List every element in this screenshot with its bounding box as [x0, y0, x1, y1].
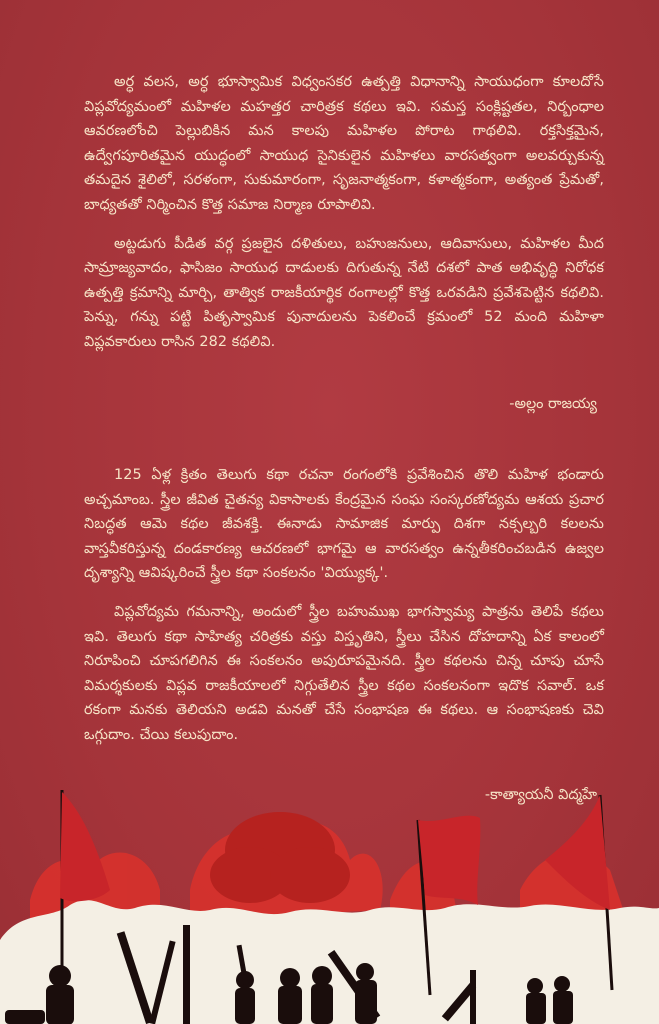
blurb-section-1 [84, 70, 604, 369]
blurb-paragraph: 125 ఏళ్ల క్రితం తెలుగు కథా రచనా రంగంలోకి ప్రవేశించిన తొలి మహిళ భండారు అచ్చమాంబ. స్త్రీల జీవిత చైతన్య వికాసాలకు కేంద్రమైన సంఘ సంస్కరణోద్యమ ఆశయ ప్రచార నిబద్ధత ఆమె కథల జీవశక్తి. ఈనాడు సామాజిక మార్పు దిశగా నక్సల్బరి కలలను వాస్తవీకరిస్తున్న దండకారణ్య ఆచరణలో భాగమై ఆ వారసత్వం ఉన్నతీకరించబడిన ఉజ్వల దృశ్యాన్ని ఆవిష్కరించే స్త్రీల కథా సంకలనం 'వియ్యుక్క'. [84, 467, 604, 582]
signature-author-1: -అల్లం రాజయ్య [509, 396, 597, 412]
blurb-paragraph: అట్టడుగు పీడిత వర్గ ప్రజలైన దళితులు, బహుజనులు, ఆదివాసులు, మహిళల మీద సామ్రాజ్యవాదం, ఫాసిజం సాయుధ దాడులకు దిగుతున్న నేటి దశలో పాత అభివృద్ధి నిరోధక ఉత్పత్తి క్రమాన్ని మార్చి, తాత్విక రాజకీయార్థిక రంగాలల్లో కొత్త ఒరవడిని ప్రవేశపెట్టిన కథలివి. పెన్ను, గన్ను పట్టి పితృస్వామిక పునాదులను పెకలించే క్రమంలో 52 మంది మహిళా విప్లవకారులు రాసిన 282 కథలివి. [84, 235, 604, 350]
blurb-paragraph: విప్లవోద్యమ గమనాన్ని, అందులో స్త్రీల బహుముఖ భాగస్వామ్య పాత్రను తెలిపే కథలు ఇవి. తెలుగు కథా సాహిత్య చరిత్రకు వస్తు విస్తృతిని, స్త్రీలు చేసిన దోహదాన్ని ఏక కాలంలో నిరూపించి చూపగలిగిన ఈ సంకలనం అపురూపమైనది. స్త్రీల కథలను చిన్న చూపు చూసే విమర్శకులకు విప్లవ రాజకీయాలలో నిగ్గుతేలిన స్త్రీల కథల సంకలనంగా ఇదొక సవాల్. ఒక రకంగా మనకు తెలియని అడవి మనతో చేసే సంభాషణ ఈ కథలు. ఆ సంభాషణకు చెవి ఒగ్గుదాం. చేయి కలుపుదాం. [84, 603, 604, 743]
blurb-paragraph: అర్ధ వలస, అర్ధ భూస్వామిక విధ్వంసకర ఉత్పత్తి విధానాన్ని సాయుధంగా కూలదోసే విప్లవోద్యమంలో మహిళల మహత్తర చారిత్రక కథలు ఇవి. సమస్త సంక్లిష్టతల, నిర్బంధాల ఆవరణలోంచి పెల్లుబికిన మన కాలపు మహిళల పోరాట గాథలివి. రక్తసిక్తమైన, ఉద్వేగపూరితమైన యుద్ధంలో సాయుధ సైనికులైన మహిళలు వారసత్వంగా అలవర్చుకున్న తమదైన శైలిలో, సరళంగా, సుకుమారంగా, సృజనాత్మకంగా, కళాత్మకంగా, అత్యంత ప్రేమతో, బాధ్యతతో నిర్మించిన కొత్త సమాజ నిర్మాణ రూపాలివి. [84, 74, 604, 213]
tree-shape [210, 812, 350, 903]
blurb-section-2 [84, 463, 604, 762]
protest-illustration [0, 780, 659, 1024]
signature-author-2: -కాత్యాయనీ విద్మహే [484, 787, 597, 803]
